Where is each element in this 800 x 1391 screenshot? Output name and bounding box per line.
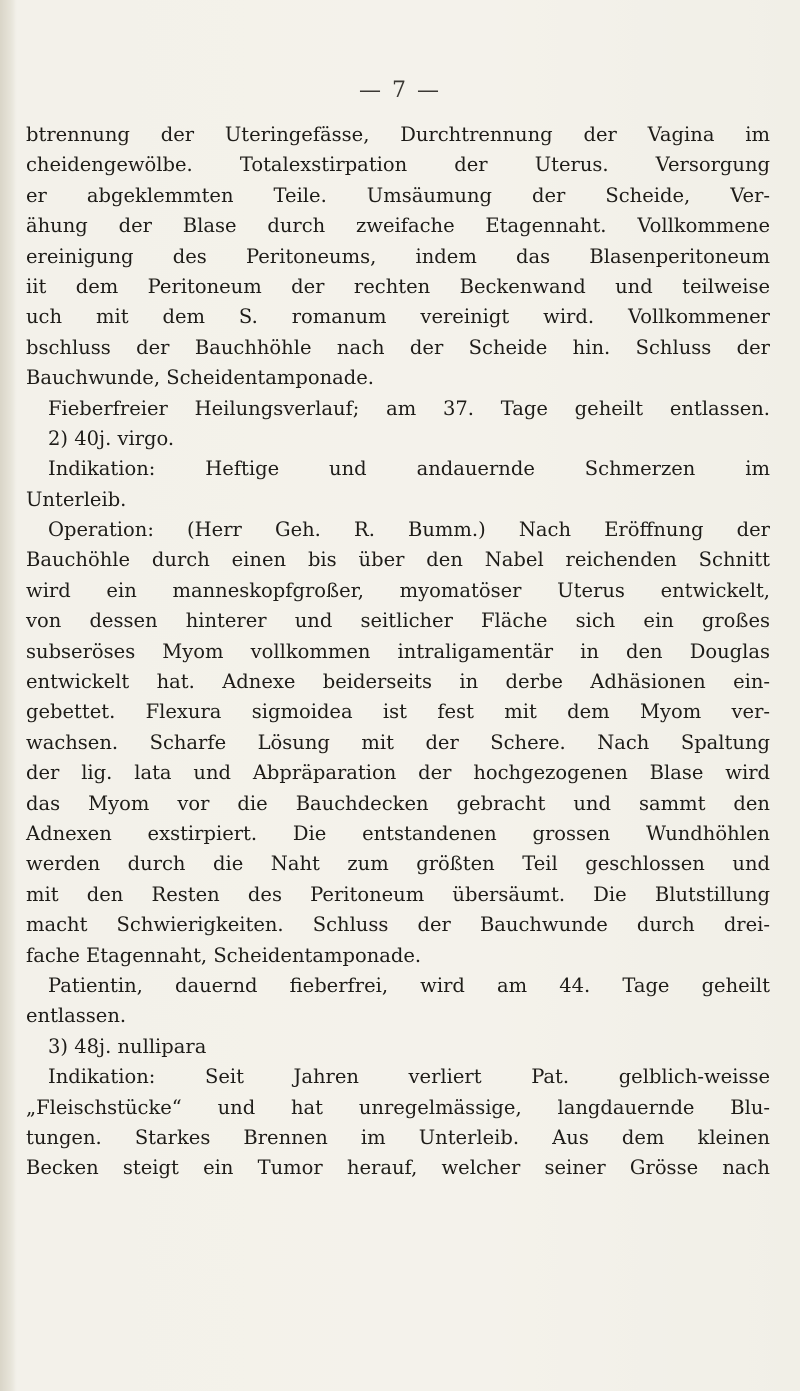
text-line: Indikation: Heftige und andauernde Schmerzen im (48, 457, 770, 481)
text-line: er abgeklemmten Teile. Umsäumung der Scheide, Ver- (26, 183, 770, 207)
text-line: „Fleischstücke“ und hat unregelmässige, langdauernde Blu- (26, 1095, 770, 1119)
text-line: bschluss der Bauchhöhle nach der Scheide hin. Schluss der (26, 335, 770, 359)
text-line: entwickelt hat. Adnexe beiderseits in derbe Adhäsionen ein- (26, 670, 770, 694)
text-line: Patientin, dauernd fieberfrei, wird am 44. Tage geheilt (48, 973, 770, 997)
text-line: der lig. lata und Abpräparation der hochgezogenen Blase wird (26, 761, 770, 785)
text-line: Adnexen exstirpiert. Die entstandenen grossen Wundhöhlen (26, 821, 770, 845)
text-line: tungen. Starkes Brennen im Unterleib. Aus dem kleinen (26, 1125, 770, 1149)
text-line: uch mit dem S. romanum vereinigt wird. Vollkommener (26, 305, 770, 329)
text-line: ähung der Blase durch zweifache Etagennaht. Vollkommene (26, 214, 770, 238)
text-line: macht Schwierigkeiten. Schluss der Bauchwunde durch drei- (26, 913, 770, 937)
text-line: wachsen. Scharfe Lösung mit der Schere. Nach Spaltung (26, 730, 770, 754)
text-line: das Myom vor die Bauchdecken gebracht und sammt den (26, 791, 770, 815)
text-line: subseröses Myom vollkommen intraligamentär in den Douglas (26, 639, 770, 663)
text-line: Fieberfreier Heilungsverlauf; am 37. Tage geheilt entlassen. (48, 396, 770, 420)
page-number-header: — 7 — (359, 78, 441, 103)
text-line: Indikation: Seit Jahren verliert Pat. gelblich-weisse (48, 1065, 770, 1089)
text-line: gebettet. Flexura sigmoidea ist fest mit dem Myom ver- (26, 700, 770, 724)
text-line: btrennung der Uteringefässe, Durchtrennung der Vagina im (26, 123, 770, 146)
text-line: cheidengewölbe. Totalexstirpation der Uterus. Versorgung (26, 153, 770, 177)
text-line: werden durch die Naht zum größten Teil geschlossen und (26, 852, 770, 876)
text-line: Bauchwunde, Scheidentamponade. (26, 366, 375, 390)
body-text (26, 120, 770, 1184)
text-line: ereinigung des Peritoneums, indem das Blasenperitoneum (26, 244, 770, 268)
text-line: wird ein manneskopfgroßer, myomatöser Uterus entwickelt, (26, 578, 770, 602)
text-line: mit den Resten des Peritoneum übersäumt. Die Blutstillung (26, 882, 770, 906)
text-line: Bauchöhle durch einen bis über den Nabel reichenden Schnitt (26, 548, 770, 572)
text-line: fache Etagennaht, Scheidentamponade. (26, 943, 422, 967)
text-line: iit dem Peritoneum der rechten Beckenwand und teilweise (26, 274, 770, 298)
text-line: Operation: (Herr Geh. R. Bumm.) Nach Eröffnung der (48, 518, 770, 542)
text-line: 3) 48j. nullipara (48, 1034, 207, 1058)
page-binding-edge (0, 0, 16, 1391)
text-line: Unterleib. (26, 487, 127, 511)
text-line: von dessen hinterer und seitlicher Fläche sich ein großes (26, 609, 770, 633)
text-line: Becken steigt ein Tumor herauf, welcher seiner Grösse nach (26, 1156, 770, 1180)
text-line: 2) 40j. virgo. (48, 426, 175, 450)
text-line: entlassen. (26, 1004, 127, 1028)
